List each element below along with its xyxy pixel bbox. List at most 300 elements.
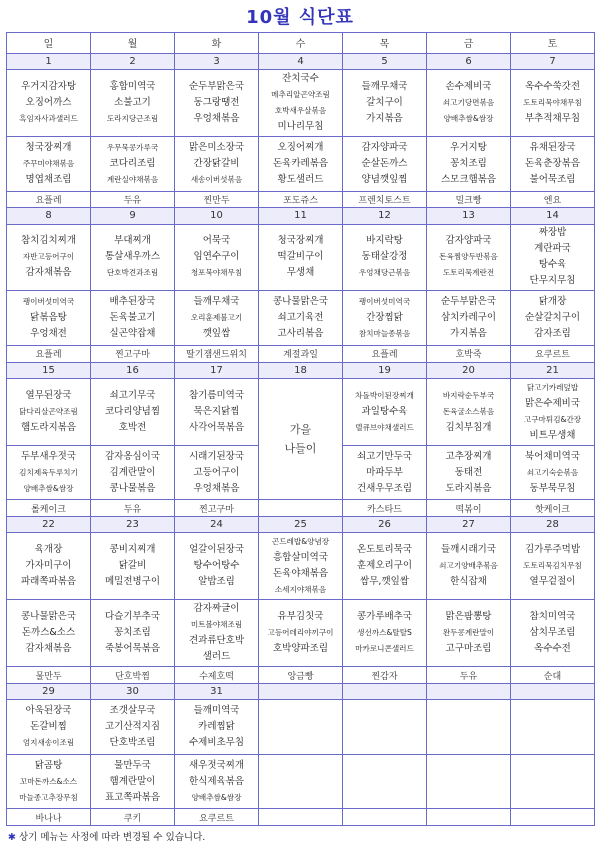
menu-list — [427, 446, 510, 500]
menu-item: 들깨무채국 — [193, 296, 240, 308]
date-cell: 28 — [511, 516, 595, 532]
menu-list — [511, 446, 594, 500]
menu-item: 우거지감자탕 — [20, 81, 77, 93]
dessert-cell: 딸기잼샌드위치 — [175, 346, 259, 362]
lunch-cell — [175, 533, 259, 600]
menu-item: 고추장찌개 — [445, 450, 492, 462]
dessert-cell: 바나나 — [7, 809, 91, 826]
dinner-cell — [259, 754, 343, 809]
page-title: 10월 식단표 — [246, 7, 354, 28]
dessert-cell: 요쿠르트 — [175, 809, 259, 826]
date-cell: 2 — [91, 53, 175, 69]
menu-item: 돈갈비찜 — [30, 721, 67, 733]
dinner-cell — [343, 291, 427, 346]
menu-item: 시래기된장국 — [188, 450, 245, 462]
menu-item: 간장닭갈비 — [193, 157, 240, 169]
menu-item: 쇠고기당면볶음 — [442, 98, 495, 108]
menu-item: 순살돈까스 — [361, 157, 408, 169]
menu-item: 도라지볶음 — [445, 482, 492, 494]
menu-item: 삼치무조림 — [529, 627, 576, 639]
menu-item: 닭곰탕 — [34, 759, 63, 771]
date-cell: 24 — [175, 516, 259, 532]
menu-list — [343, 70, 426, 136]
lunch-cell — [343, 70, 427, 137]
menu-list — [511, 700, 594, 754]
menu-item: 감자채볶음 — [25, 267, 72, 279]
dinner-row — [7, 291, 595, 346]
menu-item: 김계란말이 — [109, 466, 156, 478]
date-cell: 21 — [511, 362, 595, 378]
lunch-cell — [7, 70, 91, 137]
date-row — [7, 362, 595, 378]
dessert-cell: 찐고구마 — [175, 500, 259, 516]
menu-list — [175, 70, 258, 136]
lunch-row — [7, 70, 595, 137]
menu-item: 단호박조림 — [109, 737, 156, 749]
menu-list — [511, 379, 594, 445]
menu-item: 새우젓국찌개 — [188, 759, 245, 771]
menu-item: 바지락탕 — [366, 235, 403, 247]
menu-item: 단호박견과조림 — [106, 268, 159, 278]
menu-list — [343, 379, 426, 445]
menu-item: 곤드레밥&양념장 — [271, 537, 330, 547]
menu-item: 청국장찌개 — [277, 235, 324, 247]
menu-item: 탕수육 — [538, 259, 567, 271]
dinner-cell — [427, 445, 511, 500]
menu-item: 오리훈제불고기 — [190, 313, 243, 323]
menu-item: 맑은미소장국 — [188, 141, 245, 153]
menu-item: 돈육야채볶음 — [272, 568, 329, 580]
date-cell: 10 — [175, 208, 259, 224]
menu-item: 수제비초무침 — [188, 737, 245, 749]
menu-list — [7, 700, 90, 754]
dinner-cell — [511, 137, 595, 192]
menu-item: 훈제오리구이 — [356, 560, 413, 572]
menu-list — [259, 70, 342, 136]
lunch-cell — [91, 533, 175, 600]
day-of-week-cell: 월 — [91, 33, 175, 54]
day-of-week-cell: 금 — [427, 33, 511, 54]
menu-list — [343, 533, 426, 599]
dessert-cell: 쿠키 — [91, 809, 175, 826]
date-row — [7, 208, 595, 224]
menu-item: 한식제육볶음 — [188, 775, 245, 787]
menu-item: 우거지탕 — [450, 141, 487, 153]
menu-item: 떡갈비구이 — [277, 251, 324, 263]
menu-item: 불어묵조림 — [529, 173, 576, 185]
menu-item: 명엽채조림 — [25, 173, 72, 185]
menu-item: 우엉채당근볶음 — [358, 268, 411, 278]
menu-item: 순두부맑은국 — [188, 81, 245, 93]
lunch-cell — [511, 533, 595, 600]
lunch-cell — [511, 700, 595, 755]
lunch-cell — [175, 700, 259, 755]
date-cell: 23 — [91, 516, 175, 532]
meal-calendar-table — [6, 32, 595, 826]
dinner-cell — [91, 600, 175, 667]
menu-item: 얼갈이된장국 — [188, 544, 245, 556]
menu-item: 맑은수제비국 — [524, 397, 581, 409]
menu-item: 고기산적지짐 — [104, 721, 161, 733]
dessert-cell: 찐감자 — [343, 667, 427, 683]
menu-item: 참치마늘종볶음 — [358, 329, 411, 339]
menu-list — [175, 533, 258, 599]
menu-item: 엄지새송이조림 — [22, 738, 75, 748]
menu-list — [175, 755, 258, 809]
date-cell: 18 — [259, 362, 343, 378]
day-of-week-cell: 화 — [175, 33, 259, 54]
day-of-week-cell: 일 — [7, 33, 91, 54]
dessert-row — [7, 667, 595, 683]
menu-item: 도토리묵김치무침 — [523, 561, 582, 571]
menu-list — [91, 70, 174, 136]
lunch-cell — [427, 70, 511, 137]
menu-item: 코다리양념찜 — [104, 405, 161, 417]
menu-item: 흥합살미역국 — [272, 552, 329, 564]
date-row — [7, 683, 595, 699]
menu-item: 메밀전병구이 — [104, 576, 161, 588]
menu-list — [511, 533, 594, 599]
dinner-cell — [511, 600, 595, 667]
dessert-cell: 찐고구마 — [91, 346, 175, 362]
dinner-cell — [511, 754, 595, 809]
menu-item: 계란실야채볶음 — [106, 174, 159, 184]
menu-item: 어묵국 — [202, 235, 231, 247]
lunch-cell — [259, 224, 343, 291]
day-of-week-header-row — [7, 33, 595, 54]
menu-item: 참치김치찌개 — [20, 235, 77, 247]
holiday-label: 가을 — [289, 423, 312, 437]
menu-item: 황도샐러드 — [277, 173, 324, 185]
dinner-cell — [343, 445, 427, 500]
dinner-cell — [511, 445, 595, 500]
menu-list — [91, 600, 174, 666]
menu-item: 호박양파조림 — [272, 643, 329, 655]
date-cell: 14 — [511, 208, 595, 224]
dessert-cell: 두유 — [91, 500, 175, 516]
menu-item: 견과류단호박 — [188, 635, 245, 647]
dinner-cell — [7, 600, 91, 667]
menu-item: 돈육불고기 — [109, 312, 156, 324]
lunch-cell — [343, 533, 427, 600]
dinner-cell — [91, 445, 175, 500]
dessert-cell: 포도쥬스 — [259, 191, 343, 207]
dessert-cell: 요쿠르트 — [511, 346, 595, 362]
dinner-cell — [91, 291, 175, 346]
menu-item: 청국장찌개 — [25, 141, 72, 153]
menu-item: 열무된장국 — [25, 389, 72, 401]
day-of-week-cell: 수 — [259, 33, 343, 54]
dinner-cell — [343, 137, 427, 192]
menu-item: 김치제육두루치기 — [19, 467, 78, 477]
dinner-cell — [175, 291, 259, 346]
lunch-cell — [511, 70, 595, 137]
menu-item: 고구마튀김&간장 — [523, 414, 582, 424]
menu-item: 옥수수전 — [534, 643, 571, 655]
dinner-row — [7, 137, 595, 192]
dessert-cell — [343, 809, 427, 826]
menu-item: 맑은팜뽕탕 — [445, 611, 492, 623]
menu-item: 고구마조림 — [445, 643, 492, 655]
menu-list — [343, 700, 426, 754]
menu-item: 들깨시래기국 — [440, 544, 497, 556]
menu-list — [343, 755, 426, 809]
menu-item: 참기름미역국 — [188, 389, 245, 401]
lunch-cell — [91, 378, 175, 445]
menu-list — [427, 533, 510, 599]
lunch-cell — [511, 224, 595, 291]
menu-item: 꽁치조림 — [114, 627, 151, 639]
menu-item: 깻잎쌈 — [202, 328, 231, 340]
lunch-cell — [427, 224, 511, 291]
date-cell: 3 — [175, 53, 259, 69]
menu-list — [427, 70, 510, 136]
menu-item: 마늘종고추장무침 — [19, 792, 78, 802]
menu-item: 부추적채무침 — [524, 113, 581, 125]
menu-item: 유채된장국 — [529, 141, 576, 153]
lunch-cell — [7, 700, 91, 755]
dessert-row — [7, 346, 595, 362]
menu-list — [7, 291, 90, 345]
lunch-cell — [91, 700, 175, 755]
dessert-cell: 두유 — [91, 191, 175, 207]
menu-item: 알밥조림 — [198, 576, 235, 588]
dinner-cell — [259, 600, 343, 667]
menu-item: 고등어구이 — [193, 466, 240, 478]
dessert-cell: 단호박찜 — [91, 667, 175, 683]
date-cell: 12 — [343, 208, 427, 224]
menu-item: 동태살강정 — [361, 251, 408, 263]
menu-item: 들깨무채국 — [361, 81, 408, 93]
dessert-cell: 수제호떡 — [175, 667, 259, 683]
menu-item: 햄계란말이 — [109, 775, 156, 787]
menu-item: 감자조림 — [534, 328, 571, 340]
date-cell: 16 — [91, 362, 175, 378]
menu-item: 호박새우살볶음 — [274, 106, 327, 116]
menu-item: 오징어까스 — [25, 97, 72, 109]
dessert-cell: 두유 — [427, 667, 511, 683]
menu-list — [7, 755, 90, 809]
menu-item: 생선까스&탈탈S — [357, 628, 412, 638]
menu-list — [511, 600, 594, 666]
menu-item: 도토리묵계란전 — [442, 268, 495, 278]
menu-item: 실곤약잡채 — [109, 328, 156, 340]
holiday-cell — [259, 378, 343, 500]
menu-list — [259, 600, 342, 666]
lunch-cell — [343, 378, 427, 445]
menu-item: 감자양파국 — [445, 235, 492, 247]
menu-list — [7, 600, 90, 666]
dessert-cell: 롤케이크 — [7, 500, 91, 516]
dessert-cell: 요플레 — [7, 191, 91, 207]
menu-item: 무생채 — [286, 267, 315, 279]
menu-item: 동그랑땡전 — [193, 97, 240, 109]
dinner-cell — [427, 600, 511, 667]
menu-item: 통살새우까스 — [104, 251, 161, 263]
dinner-cell — [343, 600, 427, 667]
menu-list — [91, 700, 174, 754]
date-cell: 30 — [91, 683, 175, 699]
menu-item: 감자양파국 — [361, 141, 408, 153]
menu-item: 감자옹심이국 — [104, 450, 161, 462]
menu-item: 파래쪽파볶음 — [20, 576, 77, 588]
menu-item: 코다리조림 — [109, 157, 156, 169]
date-cell: 20 — [427, 362, 511, 378]
dinner-cell — [175, 754, 259, 809]
lunch-cell — [259, 700, 343, 755]
menu-item: 닭개장 — [538, 296, 567, 308]
menu-item: 잔치국수 — [282, 73, 319, 85]
menu-list — [91, 379, 174, 445]
menu-item: 묵은지닭찜 — [193, 405, 240, 417]
menu-item: 양배추쌈&쌈장 — [23, 483, 74, 493]
menu-item: 콩나물맑은국 — [272, 296, 329, 308]
lunch-cell — [511, 378, 595, 445]
menu-item: 우무묵콩가루국 — [106, 142, 159, 152]
day-of-week-cell: 목 — [343, 33, 427, 54]
menu-item: 과일탕수육 — [361, 405, 408, 417]
date-cell: 17 — [175, 362, 259, 378]
lunch-cell — [427, 378, 511, 445]
menu-item: 감자짜글이 — [193, 603, 240, 615]
lunch-cell — [91, 70, 175, 137]
menu-item: 카레찜닭 — [198, 721, 235, 733]
menu-item: 새송이버섯볶음 — [190, 174, 243, 184]
menu-item: 사각어묵볶음 — [188, 421, 245, 433]
menu-item: 돈육춘장볶음 — [524, 157, 581, 169]
menu-list — [91, 137, 174, 191]
menu-list — [259, 137, 342, 191]
menu-item: 쌈무,깻잎쌈 — [360, 576, 409, 588]
lunch-cell — [343, 224, 427, 291]
menu-item: 돈육찜양두반볶음 — [439, 252, 498, 262]
lunch-cell — [175, 224, 259, 291]
menu-item: 자반고등어구이 — [22, 252, 75, 262]
menu-item: 쇠고기무국 — [109, 389, 156, 401]
lunch-cell — [175, 378, 259, 445]
menu-item: 돈육카레볶음 — [272, 157, 329, 169]
dinner-cell — [175, 600, 259, 667]
dessert-row — [7, 500, 595, 516]
dessert-cell — [259, 500, 343, 516]
date-cell: 27 — [427, 516, 511, 532]
lunch-row — [7, 700, 595, 755]
date-cell: 22 — [7, 516, 91, 532]
lunch-cell — [7, 533, 91, 600]
menu-item: 꼬마돈까스&소스 — [19, 776, 78, 786]
menu-item: 짜장밥 — [538, 227, 567, 239]
menu-item: 양배추쌈&쌈장 — [191, 792, 242, 802]
date-cell: 11 — [259, 208, 343, 224]
menu-item: 소불고기 — [114, 97, 151, 109]
menu-list — [91, 291, 174, 345]
menu-item: 햄도라지볶음 — [20, 421, 77, 433]
menu-list — [427, 137, 510, 191]
menu-item: 고사리볶음 — [277, 328, 324, 340]
menu-item: 청포묵야채무침 — [190, 268, 243, 278]
date-cell: 4 — [259, 53, 343, 69]
menu-item: 건새우무조림 — [356, 482, 413, 494]
menu-list — [427, 225, 510, 291]
date-cell — [511, 683, 595, 699]
menu-item: 다슬기부추국 — [104, 611, 161, 623]
lunch-cell — [259, 533, 343, 600]
lunch-cell — [175, 70, 259, 137]
menu-item: 콩나물맑은국 — [20, 611, 77, 623]
menu-item: 비트무생채 — [529, 429, 576, 441]
menu-item: 열무겉절이 — [529, 576, 576, 588]
footer-note — [8, 829, 205, 843]
lunch-cell — [91, 224, 175, 291]
menu-item: 주꾸미야채볶음 — [22, 158, 75, 168]
lunch-cell — [259, 70, 343, 137]
date-cell: 9 — [91, 208, 175, 224]
day-of-week-cell: 토 — [511, 33, 595, 54]
dessert-cell: 프렌치토스트 — [343, 191, 427, 207]
menu-item: 부대찌개 — [114, 235, 151, 247]
menu-item: 육개장 — [34, 544, 63, 556]
menu-item: 도라지당근조림 — [106, 114, 159, 124]
menu-item: 참치미역국 — [529, 611, 576, 623]
dessert-cell: 물만두 — [7, 667, 91, 683]
menu-list — [175, 225, 258, 291]
menu-item: 미나리무침 — [277, 121, 324, 133]
menu-list — [91, 755, 174, 809]
menu-item: 우엉채전 — [30, 328, 67, 340]
menu-list — [511, 291, 594, 345]
dessert-row — [7, 191, 595, 207]
dinner-cell — [343, 754, 427, 809]
holiday-label: 나들이 — [284, 442, 317, 456]
menu-item: 메추리알곤약조림 — [271, 90, 330, 100]
menu-item: 탕수어탕수 — [193, 560, 240, 572]
menu-list — [427, 291, 510, 345]
dessert-cell: 요플레 — [343, 346, 427, 362]
menu-item: 꽁치조림 — [450, 157, 487, 169]
dessert-cell: 계절과일 — [259, 346, 343, 362]
date-cell: 6 — [427, 53, 511, 69]
menu-list — [511, 70, 594, 136]
menu-list — [343, 225, 426, 291]
dinner-cell — [7, 754, 91, 809]
dinner-cell — [511, 291, 595, 346]
menu-item: 단무지무침 — [529, 275, 576, 287]
menu-item: 동태전 — [454, 466, 483, 478]
menu-item: 닭볶음탕 — [30, 312, 67, 324]
menu-item: 옥수수쑥갓전 — [524, 81, 581, 93]
dessert-cell: 밀크빵 — [427, 191, 511, 207]
menu-list — [259, 225, 342, 291]
dinner-cell — [91, 137, 175, 192]
menu-item: 양념깻잎찜 — [361, 173, 408, 185]
menu-list — [511, 137, 594, 191]
dinner-cell — [7, 137, 91, 192]
date-cell — [343, 683, 427, 699]
date-cell: 29 — [7, 683, 91, 699]
menu-item: 북어채미역국 — [524, 450, 581, 462]
menu-list — [91, 446, 174, 500]
date-cell: 31 — [175, 683, 259, 699]
menu-item: 삼치카레구이 — [440, 312, 497, 324]
dessert-cell: 카스타드 — [343, 500, 427, 516]
menu-item: 마파두부 — [366, 466, 403, 478]
footer-note-text: 상기 메뉴는 사정에 따라 변경될 수 있습니다. — [18, 832, 206, 843]
lunch-cell — [7, 378, 91, 445]
menu-list — [259, 755, 342, 809]
menu-item: 닭다리살곤약조림 — [19, 406, 78, 416]
menu-item: 오징어찌개 — [277, 141, 324, 153]
dessert-cell — [259, 809, 343, 826]
